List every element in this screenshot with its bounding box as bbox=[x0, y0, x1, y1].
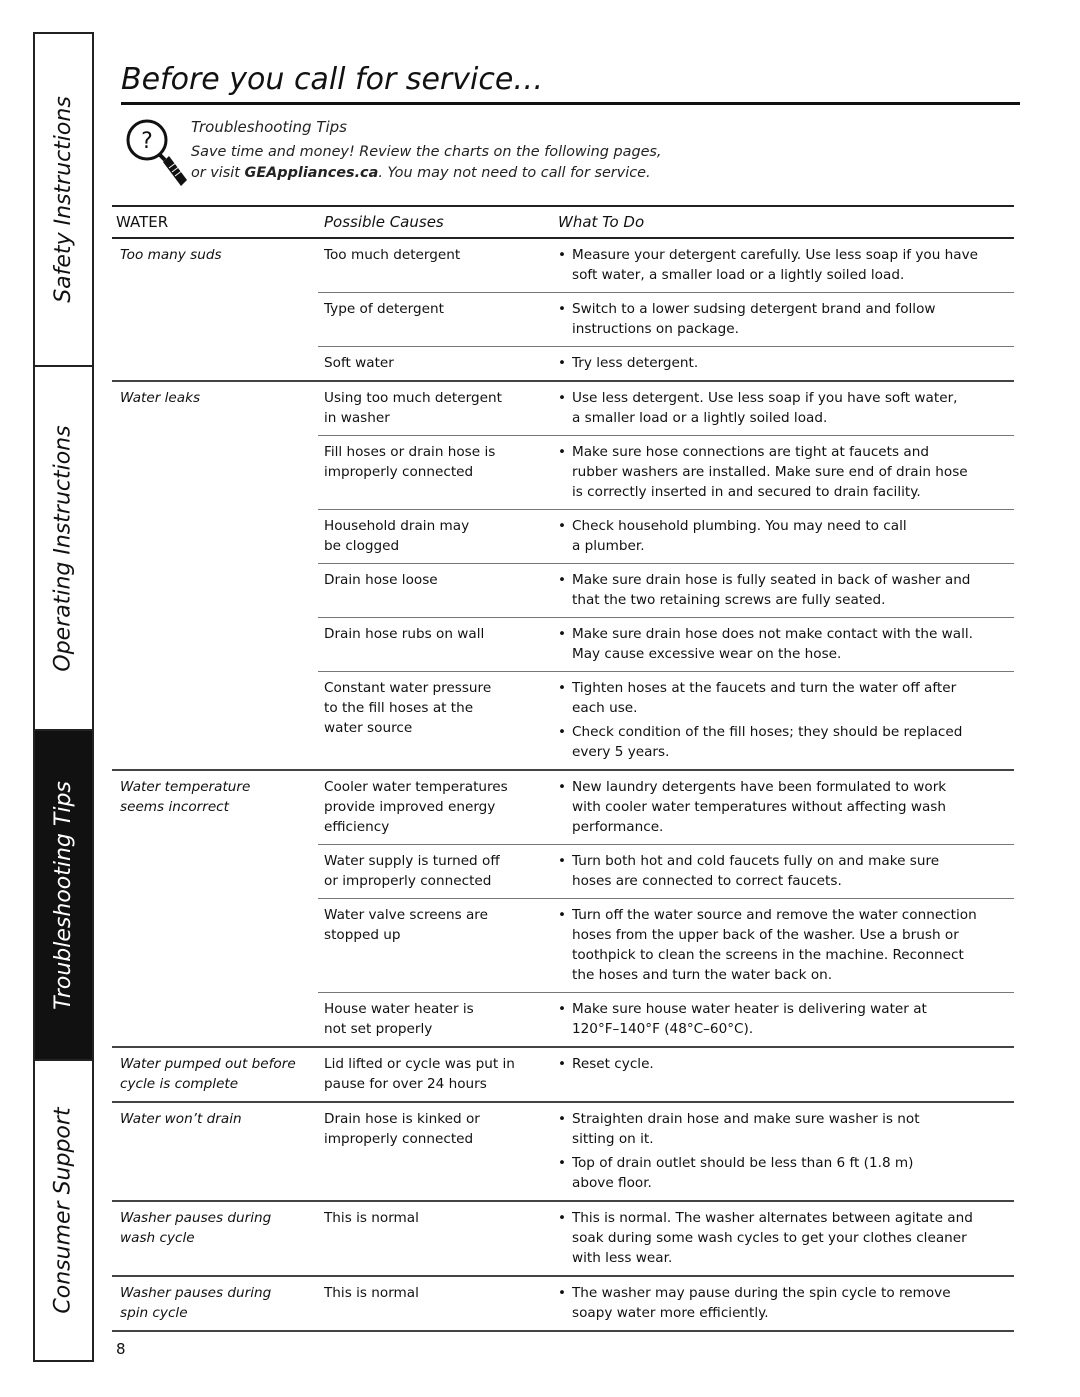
problem-line: Water pumped out before bbox=[120, 1056, 296, 1072]
cause-line: Drain hose rubs on wall bbox=[324, 626, 485, 642]
remedy-line: • Measure your detergent carefully. Use less soap if you have bbox=[572, 247, 978, 263]
problem-line: Water leaks bbox=[120, 390, 201, 406]
cause-line: Drain hose loose bbox=[324, 572, 438, 588]
remedy-line: soak during some wash cycles to get your clothes cleaner bbox=[572, 1230, 967, 1246]
cause-line: Water supply is turned off bbox=[324, 853, 500, 869]
possible-cause bbox=[318, 678, 558, 762]
table-row bbox=[318, 672, 1014, 769]
tab-label: Operating Instructions bbox=[51, 424, 77, 672]
remedy-line: • Straighten drain hose and make sure washer is not bbox=[572, 1111, 920, 1127]
possible-cause bbox=[318, 1054, 558, 1094]
what-to-do bbox=[558, 678, 1014, 762]
cause-line: or improperly connected bbox=[324, 873, 492, 889]
table-row bbox=[318, 899, 1014, 993]
remedy-line: • Make sure house water heater is delivering water at bbox=[572, 1001, 927, 1017]
table-row bbox=[318, 1202, 1014, 1275]
remedy-line: • Turn both hot and cold faucets fully on and make sure bbox=[572, 853, 940, 869]
cause-line: Water valve screens are bbox=[324, 907, 488, 923]
table-row bbox=[318, 618, 1014, 672]
problem-label bbox=[112, 771, 318, 1046]
remedy-line: • Check condition of the fill hoses; they should be replaced bbox=[572, 724, 963, 740]
problem-group bbox=[112, 1202, 1014, 1277]
column-header-causes: Possible Causes bbox=[324, 213, 444, 231]
page-title: Before you call for service… bbox=[121, 62, 544, 97]
remedy-line: every 5 years. bbox=[572, 744, 670, 760]
cause-line: provide improved energy bbox=[324, 799, 496, 815]
table-row bbox=[318, 993, 1014, 1046]
problem-group bbox=[112, 382, 1014, 771]
cause-line: Fill hoses or drain hose is bbox=[324, 444, 496, 460]
cause-line: be clogged bbox=[324, 538, 400, 554]
cause-line: Using too much detergent bbox=[324, 390, 502, 406]
problem-label bbox=[112, 382, 318, 769]
table-row bbox=[318, 564, 1014, 618]
problem-line: seems incorrect bbox=[120, 799, 229, 815]
cause-line: This is normal bbox=[324, 1210, 419, 1226]
remedy-line: • Reset cycle. bbox=[572, 1056, 654, 1072]
cause-line: not set properly bbox=[324, 1021, 433, 1037]
tips-heading: Troubleshooting Tips bbox=[191, 118, 347, 136]
what-to-do bbox=[558, 442, 1014, 502]
remedy-bullet bbox=[558, 245, 1014, 285]
cause-line: House water heater is bbox=[324, 1001, 474, 1017]
table-row bbox=[318, 845, 1014, 899]
possible-cause bbox=[318, 1208, 558, 1268]
possible-cause bbox=[318, 851, 558, 891]
troubleshooting-table bbox=[112, 205, 1014, 1332]
remedy-line: • The washer may pause during the spin cycle to remove bbox=[572, 1285, 951, 1301]
possible-cause bbox=[318, 570, 558, 610]
tips-text-line-2 bbox=[191, 165, 651, 181]
possible-cause bbox=[318, 1283, 558, 1323]
cause-line: Soft water bbox=[324, 355, 394, 371]
remedy-line: • New laundry detergents have been formulated to work bbox=[572, 779, 947, 795]
problem-line: Washer pauses during bbox=[120, 1285, 272, 1301]
possible-cause bbox=[318, 353, 558, 373]
tab-label: Troubleshooting Tips bbox=[51, 780, 77, 1010]
cause-line: stopped up bbox=[324, 927, 401, 943]
remedy-line: instructions on package. bbox=[572, 321, 739, 337]
remedy-bullet bbox=[558, 1283, 1014, 1323]
table-row bbox=[318, 436, 1014, 510]
remedy-line: hoses from the upper back of the washer. Use a brush or bbox=[572, 927, 959, 943]
remedy-line: rubber washers are installed. Make sure end of drain hose bbox=[572, 464, 968, 480]
problem-line: wash cycle bbox=[120, 1230, 195, 1246]
tips-text-line-1: Save time and money! Review the charts on the following pages, bbox=[191, 144, 662, 160]
remedy-line: sitting on it. bbox=[572, 1131, 654, 1147]
possible-cause bbox=[318, 999, 558, 1039]
possible-cause bbox=[318, 245, 558, 285]
remedy-line: • Tighten hoses at the faucets and turn the water off after bbox=[572, 680, 957, 696]
remedy-bullet bbox=[558, 1153, 1014, 1193]
remedy-bullet bbox=[558, 624, 1014, 664]
table-row bbox=[318, 1277, 1014, 1330]
cause-line: to the fill hoses at the bbox=[324, 700, 474, 716]
what-to-do bbox=[558, 245, 1014, 285]
cause-line: improperly connected bbox=[324, 1131, 474, 1147]
remedy-bullet bbox=[558, 1109, 1014, 1149]
table-row bbox=[318, 1048, 1014, 1101]
what-to-do bbox=[558, 1109, 1014, 1193]
cause-line: Cooler water temperatures bbox=[324, 779, 508, 795]
problem-line: Water temperature bbox=[120, 779, 251, 795]
remedy-line: • Check household plumbing. You may need to call bbox=[572, 518, 907, 534]
remedy-bullet bbox=[558, 516, 1014, 556]
remedy-bullet bbox=[558, 442, 1014, 502]
table-row bbox=[318, 1103, 1014, 1200]
problem-label bbox=[112, 1103, 318, 1200]
what-to-do bbox=[558, 299, 1014, 339]
table-body bbox=[112, 239, 1014, 1332]
tab-label: Consumer Support bbox=[51, 1107, 76, 1314]
table-row bbox=[318, 239, 1014, 293]
cause-line: pause for over 24 hours bbox=[324, 1076, 487, 1092]
possible-cause bbox=[318, 1109, 558, 1193]
remedy-line: • Try less detergent. bbox=[572, 355, 699, 371]
possible-cause bbox=[318, 777, 558, 837]
cause-line: This is normal bbox=[324, 1285, 419, 1301]
remedy-line: • Make sure hose connections are tight at faucets and bbox=[572, 444, 929, 460]
remedy-bullet bbox=[558, 1208, 1014, 1268]
remedy-line: 120°F–140°F (48°C–60°C). bbox=[572, 1021, 754, 1037]
remedy-line: • Top of drain outlet should be less than 6 ft (1.8 m) bbox=[572, 1155, 914, 1171]
cause-line: improperly connected bbox=[324, 464, 474, 480]
remedy-bullet bbox=[558, 299, 1014, 339]
remedy-line: the hoses and turn the water back on. bbox=[572, 967, 833, 983]
remedy-bullet bbox=[558, 388, 1014, 428]
what-to-do bbox=[558, 388, 1014, 428]
problem-line: spin cycle bbox=[120, 1305, 188, 1321]
title-divider bbox=[121, 102, 1020, 105]
remedy-line: toothpick to clean the screens in the machine. Reconnect bbox=[572, 947, 964, 963]
possible-cause bbox=[318, 299, 558, 339]
problem-line: cycle is complete bbox=[120, 1076, 239, 1092]
problem-group bbox=[112, 1103, 1014, 1202]
remedy-line: a smaller load or a lightly soiled load. bbox=[572, 410, 828, 426]
cause-line: water source bbox=[324, 720, 413, 736]
table-row bbox=[318, 510, 1014, 564]
cause-line: Too much detergent bbox=[324, 247, 461, 263]
page-number: 8 bbox=[116, 1340, 126, 1358]
remedy-bullet bbox=[558, 722, 1014, 762]
remedy-line: each use. bbox=[572, 700, 638, 716]
remedy-line: May cause excessive wear on the hose. bbox=[572, 646, 842, 662]
remedy-bullet bbox=[558, 1054, 1014, 1074]
column-header-problem: WATER bbox=[116, 213, 169, 231]
problem-label bbox=[112, 1277, 318, 1330]
tips-text-post: . You may not need to call for service. bbox=[378, 165, 651, 181]
problem-group bbox=[112, 1048, 1014, 1103]
remedy-line: • This is normal. The washer alternates between agitate and bbox=[572, 1210, 973, 1226]
remedy-line: a plumber. bbox=[572, 538, 645, 554]
what-to-do bbox=[558, 1208, 1014, 1268]
remedy-bullet bbox=[558, 678, 1014, 718]
remedy-line: • Make sure drain hose is fully seated in back of washer and bbox=[572, 572, 971, 588]
possible-cause bbox=[318, 624, 558, 664]
remedy-line: • Make sure drain hose does not make contact with the wall. bbox=[572, 626, 974, 642]
possible-cause bbox=[318, 442, 558, 502]
remedy-line: soft water, a smaller load or a lightly soiled load. bbox=[572, 267, 905, 283]
cause-line: Lid lifted or cycle was put in bbox=[324, 1056, 515, 1072]
what-to-do bbox=[558, 851, 1014, 891]
what-to-do bbox=[558, 570, 1014, 610]
remedy-line: that the two retaining screws are fully seated. bbox=[572, 592, 886, 608]
problem-group bbox=[112, 771, 1014, 1048]
possible-cause bbox=[318, 905, 558, 985]
problem-label bbox=[112, 1202, 318, 1275]
remedy-line: hoses are connected to correct faucets. bbox=[572, 873, 842, 889]
problem-group bbox=[112, 1277, 1014, 1332]
remedy-bullet bbox=[558, 570, 1014, 610]
problem-group bbox=[112, 239, 1014, 382]
tab-safety-instructions[interactable] bbox=[35, 34, 92, 367]
what-to-do bbox=[558, 777, 1014, 837]
problem-label bbox=[112, 1048, 318, 1101]
problem-line: Too many suds bbox=[120, 247, 222, 263]
remedy-line: is correctly inserted in and secured to drain facility. bbox=[572, 484, 921, 500]
tab-troubleshooting-tips[interactable] bbox=[35, 731, 92, 1061]
table-row bbox=[318, 293, 1014, 347]
remedy-line: with cooler water temperatures without affecting wash bbox=[572, 799, 946, 815]
svg-text:?: ? bbox=[141, 129, 153, 154]
what-to-do bbox=[558, 353, 1014, 373]
table-header bbox=[112, 205, 1014, 239]
remedy-line: with less wear. bbox=[572, 1250, 673, 1266]
remedy-bullet bbox=[558, 353, 1014, 373]
remedy-bullet bbox=[558, 777, 1014, 837]
tab-label: Safety Instructions bbox=[51, 96, 77, 303]
column-header-todo: What To Do bbox=[558, 213, 645, 231]
table-row bbox=[318, 347, 1014, 380]
problem-line: Water won’t drain bbox=[120, 1111, 242, 1127]
what-to-do bbox=[558, 905, 1014, 985]
table-row bbox=[318, 771, 1014, 845]
remedy-line: • Turn off the water source and remove the water connection bbox=[572, 907, 977, 923]
tips-text-pre: or visit bbox=[191, 165, 245, 181]
remedy-line: • Use less detergent. Use less soap if you have soft water, bbox=[572, 390, 958, 406]
cause-line: Drain hose is kinked or bbox=[324, 1111, 480, 1127]
problem-line: Washer pauses during bbox=[120, 1210, 272, 1226]
remedy-line: • Switch to a lower sudsing detergent brand and follow bbox=[572, 301, 936, 317]
cause-line: Constant water pressure bbox=[324, 680, 492, 696]
remedy-line: soapy water more efficiently. bbox=[572, 1305, 769, 1321]
remedy-bullet bbox=[558, 905, 1014, 985]
what-to-do bbox=[558, 624, 1014, 664]
remedy-line: performance. bbox=[572, 819, 664, 835]
question-magnifier-icon bbox=[123, 118, 189, 196]
website-link[interactable]: GEAppliances.ca bbox=[244, 165, 379, 181]
cause-line: efficiency bbox=[324, 819, 390, 835]
what-to-do bbox=[558, 1283, 1014, 1323]
possible-cause bbox=[318, 388, 558, 428]
tab-operating-instructions[interactable] bbox=[35, 367, 92, 731]
problem-label bbox=[112, 239, 318, 380]
table-row bbox=[318, 382, 1014, 436]
cause-line: Household drain may bbox=[324, 518, 470, 534]
remedy-bullet bbox=[558, 851, 1014, 891]
side-tabs bbox=[33, 32, 94, 1362]
cause-line: in washer bbox=[324, 410, 390, 426]
remedy-bullet bbox=[558, 999, 1014, 1039]
remedy-line: above floor. bbox=[572, 1175, 652, 1191]
cause-line: Type of detergent bbox=[324, 301, 444, 317]
what-to-do bbox=[558, 516, 1014, 556]
tab-consumer-support[interactable] bbox=[35, 1061, 92, 1360]
what-to-do bbox=[558, 999, 1014, 1039]
what-to-do bbox=[558, 1054, 1014, 1094]
possible-cause bbox=[318, 516, 558, 556]
